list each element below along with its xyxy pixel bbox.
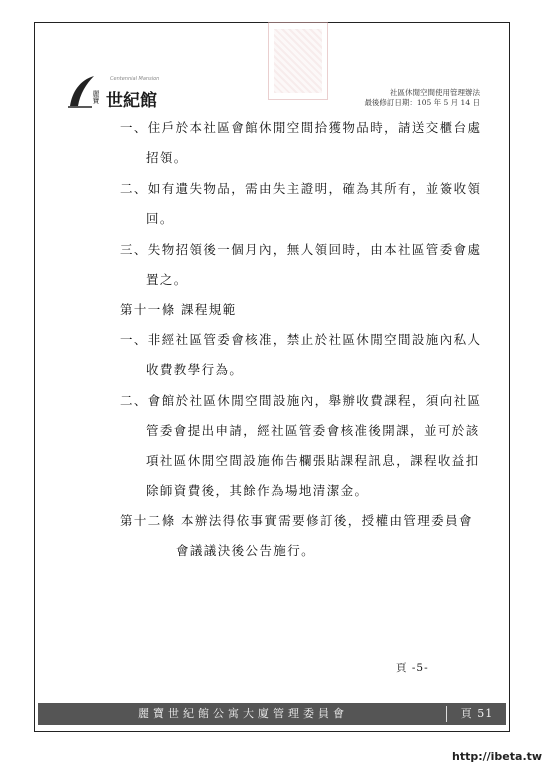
logo-english-text: Centennial Mansion [110,76,160,82]
footer-divider [446,706,447,722]
body-line: 二、會館於社區休閒空間設施內，舉辦收費課程，須向社區 [120,393,482,408]
body-line: 管委會提出申請，經社區管委會核准後開課，並可於該 [146,423,480,438]
body-line: 三、失物招領後一個月內，無人領回時，由本社區管委會處 [120,242,482,257]
footer-page-number: 頁 51 [460,707,494,720]
meta-title: 社區休閒空間使用管理辦法 [390,88,480,97]
page-number: 頁 -5- [396,662,429,674]
building-logo [66,72,186,112]
body-line: 收費教學行為。 [146,362,244,377]
body-line: 會議議決後公告施行。 [176,543,316,558]
footer-bar [38,703,506,725]
body-line: 除師資費後，其餘作為場地清潔金。 [146,483,369,498]
article-heading: 第十二條 本辦法得依事實需要修訂後，授權由管理委員會 [120,513,473,528]
body-line: 回。 [146,211,174,226]
body-line: 一、住戶於本社區會館休閒空間拾獲物品時，請送交櫃台處 [120,120,482,135]
body-line: 招領。 [146,150,188,165]
document-meta [330,88,480,108]
footer-title: 麗寶世紀館公寓大廈管理委員會 [138,707,348,720]
body-line: 置之。 [146,272,188,287]
logo-brand-small: 麗寶 [92,90,100,104]
logo-brand-name: 世紀館 [106,91,157,111]
meta-revision-date: 最後修訂日期：105 年 5 月 14 日 [364,98,480,107]
article-heading: 第十一條 課程規範 [120,302,237,317]
approval-seal [268,22,328,100]
watermark-url: http://ibeta.tw [452,750,543,763]
body-line: 一、非經社區管委會核准，禁止於社區休閒空間設施內私人 [120,332,482,347]
body-line: 項社區休閒空間設施佈告欄張貼課程訊息，課程收益扣 [146,453,480,468]
body-line: 二、如有遺失物品，需由失主證明，確為其所有，並簽收領 [120,181,482,196]
